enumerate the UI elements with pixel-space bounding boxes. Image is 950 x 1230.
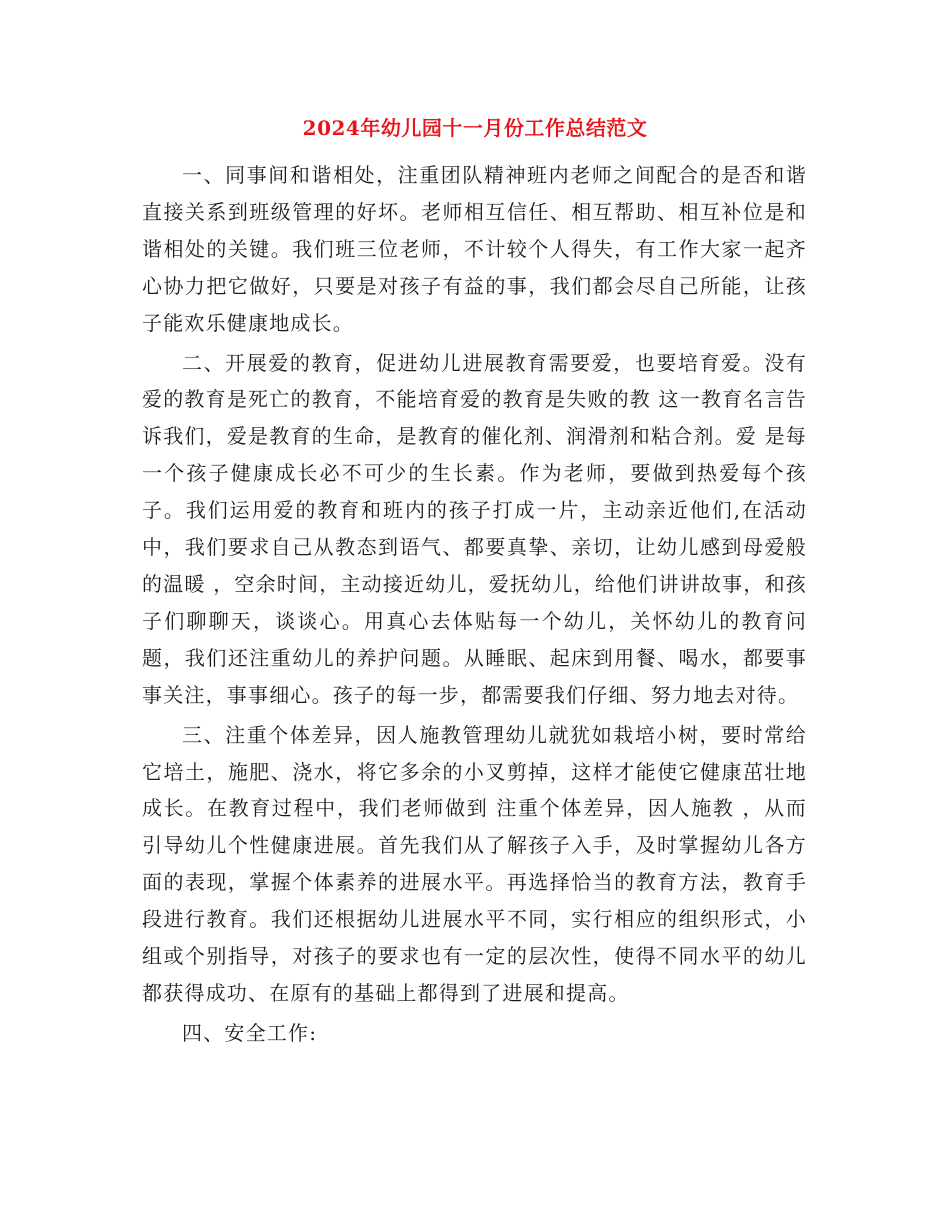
document-body [142, 157, 807, 1052]
paragraph-1: 一、同事间和谐相处，注重团队精神班内老师之间配合的是否和谐直接关系到班级管理的好坏。老师相互信任、相互帮助、相互补位是和谐相处的关键。我们班三位老师，不计较个人得失，有工作大家一起齐心协力把它做好，只要是对孩子有益的事，我们都会尽自己所能，让孩子能欢乐健康地成长。 [142, 163, 807, 335]
paragraph-4: 四、安全工作: [182, 1020, 318, 1045]
paragraph-2: 二、开展爱的教育，促进幼儿进展教育需要爱，也要培育爱。没有爱的教育是死亡的教育，不能培育爱的教育是失败的教 这一教育名言告诉我们，爱是教育的生命，是教育的催化剂、润滑剂和粘合剂。爱 是每一个孩子健康成长必不可少的生长素。作为老师，要做到热爱每个孩子。我们运用爱的教育和班内的孩子打成一片，主动亲近他们,在活动中，我们要求自己从教态到语气、都要真挚、亲切，让幼儿感到母爱般的温暖 ，空余时间，主动接近幼儿，爱抚幼儿，给他们讲讲故事，和孩子们聊聊天，谈谈心。用真心去体贴每一个幼儿，关怀幼儿的教育问题，我们还注重幼儿的养护问题。从睡眠、起床到用餐、喝水，都要事事关注，事事细心。孩子的每一步，都需要我们仔细、努力地去对待。 [142, 350, 807, 707]
paragraph-3: 三、注重个体差异，因人施教管理幼儿就犹如栽培小树，要时常给它培土，施肥、浇水，将它多余的小叉剪掉，这样才能使它健康茁壮地成长。在教育过程中，我们老师做到 注重个体差异，因人施教 ，从而引导幼儿个性健康进展。首先我们从了解孩子入手，及时掌握幼儿各方面的表现，掌握个体素养的进展水平。再选择恰当的教育方法，教育手段进行教育。我们还根据幼儿进展水平不同，实行相应的组织形式，小组或个别指导，对孩子的要求也有一定的层次性，使得不同水平的幼儿都获得成功、在原有的基础上都得到了进展和提高。 [142, 722, 807, 1005]
document-title: 2024年幼儿园十一月份工作总结范文 [302, 116, 648, 140]
